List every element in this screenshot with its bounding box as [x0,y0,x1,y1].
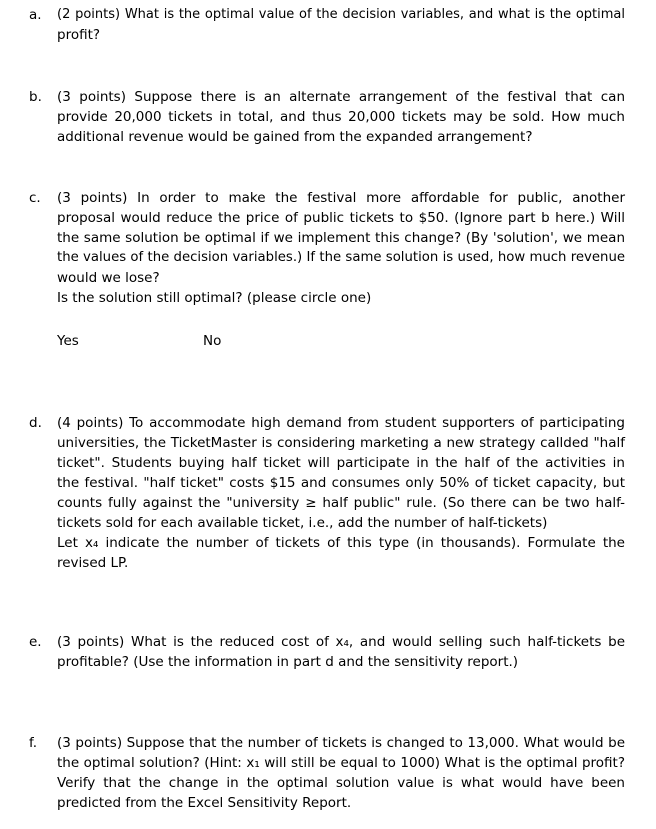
question-letter: d. [29,415,42,431]
question-line: universities, the TicketMaster is considering marketing a new strategy callded "half [57,435,625,451]
question-line: provide 20,000 tickets in total, and thus 20,000 tickets may be sold. How much [57,109,625,125]
question-text [57,413,625,573]
question-line: the values of the decision variables.) If the same solution is used, how much revenue [57,250,625,265]
choice-no[interactable]: No [203,333,222,349]
question-letter: a. [29,7,42,23]
question-text [57,632,625,672]
question-line: proposal would reduce the price of public tickets to $50. (Ignore part b here.) Will [57,210,625,226]
question-line: (4 points) To accommodate high demand from student supporters of participating [57,415,625,431]
question-line: Let x₄ indicate the number of tickets of this type (in thousands). Formulate the [57,535,625,551]
question-line: Verify that the change in the optimal solution value is what would have been [57,775,625,791]
question-text [57,87,625,147]
question-letter: e. [29,634,42,650]
question-line: Is the solution still optimal? (please circle one) [57,290,372,306]
question-line: tickets sold for each available ticket, i.e., add the number of half-tickets) [57,515,548,531]
choice-yes[interactable]: Yes [57,333,79,349]
question-line: would we lose? [57,270,160,286]
question-line: profitable? (Use the information in part d and the sensitivity report.) [57,654,519,670]
question-line: profit? [57,27,101,43]
question-letter: c. [29,190,41,206]
question-line: the same solution be optimal if we implement this change? (By 'solution', we mean [57,230,625,246]
question-line: (3 points) What is the reduced cost of x₄, and would selling such half-tickets be [57,634,625,650]
question-text [57,188,625,308]
question-letter: b. [29,89,42,105]
question-line: (3 points) Suppose that the number of tickets is changed to 13,000. What would be [57,735,625,751]
question-text [57,733,625,813]
question-line: (3 points) In order to make the festival more affordable for public, another [57,190,625,206]
question-line: (2 points) What is the optimal value of the decision variables, and what is the optimal [57,7,625,22]
question-letter: f. [29,735,38,751]
question-text [57,5,625,45]
question-line: the festival. "half ticket" costs $15 and consumes only 50% of ticket capacity, but [57,475,625,491]
question-line: revised LP. [57,555,129,571]
question-line: additional revenue would be gained from the expanded arrangement? [57,129,533,145]
question-line: the optimal solution? (Hint: x₁ will still be equal to 1000) What is the optimal profit? [57,755,625,771]
question-line: ticket". Students buying half ticket will participate in the half of the activities in [57,455,625,471]
question-line: predicted from the Excel Sensitivity Report. [57,795,352,811]
question-line: counts fully against the "university ≥ half public" rule. (So there can be two half- [57,495,625,511]
question-line: (3 points) Suppose there is an alternate arrangement of the festival that can [57,89,625,105]
